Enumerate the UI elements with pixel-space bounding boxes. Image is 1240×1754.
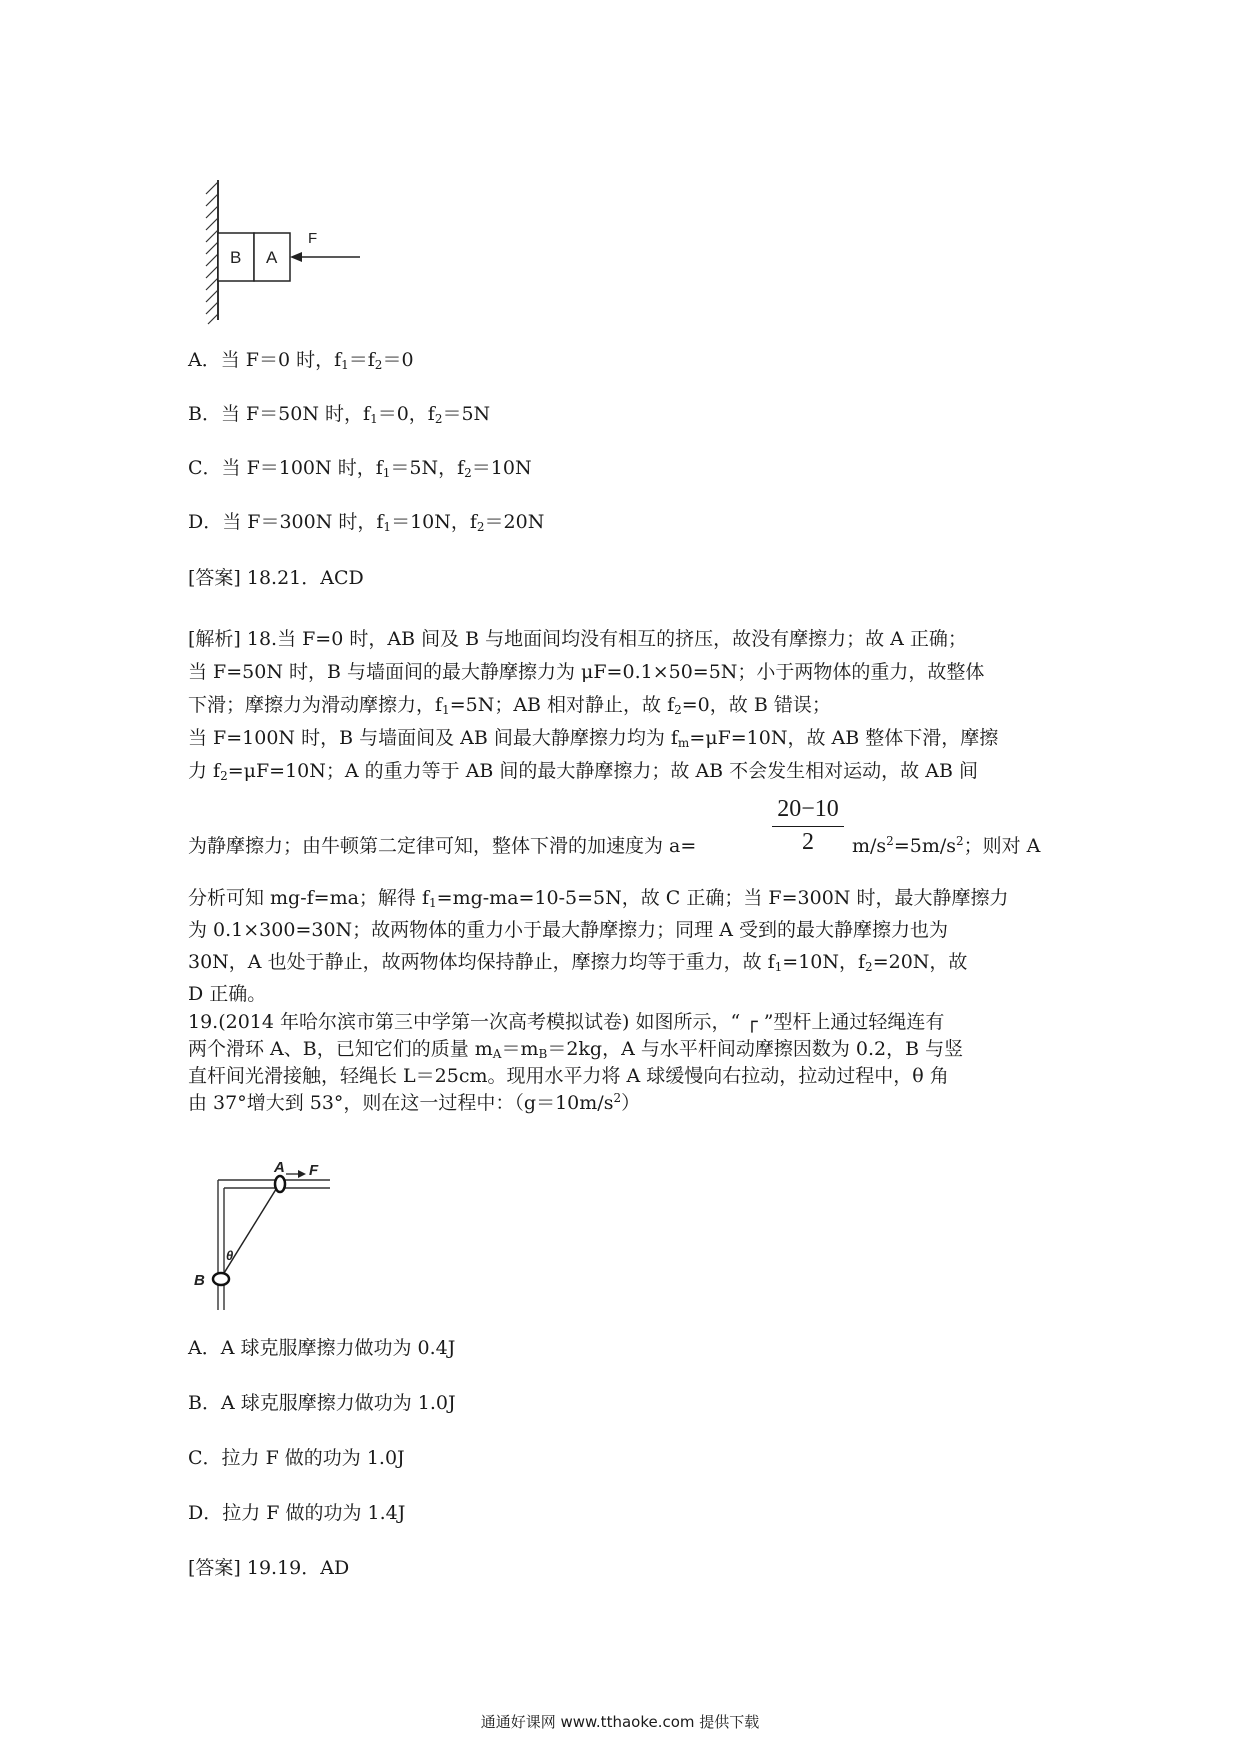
l-rod <box>218 1180 330 1310</box>
wall-hatching <box>206 180 218 324</box>
q19-stem-line-4: 由 37°增大到 53°，则在这一过程中：$(g=10m/s^2)$ <box>188 1091 641 1114</box>
ring-b <box>213 1273 229 1285</box>
fraction-numerator: 20−10 <box>777 796 839 822</box>
q19-option-c: C．拉力 F 做的功为 1.0J <box>188 1447 405 1469</box>
page-footer: 通通好课网 www.tthaoke.com 提供下载 <box>480 1713 760 1731</box>
block-a-label: A <box>266 248 278 267</box>
q18-analysis-line-9: 30N，A 也处于静止，故两物体均保持静止，摩擦力均等于重力，故 $f_1=10N$，$f_2=20N$，故 <box>188 951 968 974</box>
force-label: F <box>308 230 318 247</box>
q18-analysis-line-8: 为 0.1×300=30N；故两物体的重力小于最大静摩擦力；同理 A 受到的最大静摩擦力也为 <box>188 919 948 941</box>
figure-l-rod-rings <box>190 1158 340 1318</box>
q19-answer: [答案] 19.19．AD <box>188 1557 350 1579</box>
q18-option-b: B．当 F＝50N 时，$f_1=0$，$f_2=5N$ <box>188 403 491 426</box>
force-label: F <box>309 1162 319 1179</box>
figure-blocks-wall <box>190 178 370 328</box>
q19-stem-line-3: 直杆间光滑接触，轻绳长 L＝25cm。现用水平力将 A 球缓慢向右拉动，拉动过程中，θ 角 <box>188 1065 949 1087</box>
q18-analysis-line-2: 当 F=50N 时，B 与墙面间的最大静摩擦力为 μF=0.1×50=5N；小于两物体的重力，故整体 <box>188 661 985 683</box>
fraction-bar <box>772 826 844 827</box>
ring-a <box>275 1176 285 1192</box>
q18-analysis-line-10: D 正确。 <box>188 983 267 1005</box>
rope <box>221 1186 278 1278</box>
q18-analysis-line-3: 下滑；摩擦力为滑动摩擦力，$f_1=5N$；AB 相对静止，故 $f_2=0$，故 B 错误； <box>188 694 831 717</box>
q19-stem-line-2: 两个滑环 A、B，已知它们的质量 $m_A=m_B=2kg$，A 与水平杆间动摩擦因数为 0.2，B 与竖 <box>188 1038 964 1061</box>
fraction-denominator: 2 <box>802 829 814 855</box>
force-arrow <box>286 1170 306 1178</box>
q18-analysis-line-1: [解析] 18.当 F=0 时，AB 间及 B 与地面间均没有相互的挤压，故没有摩擦力；故 A 正确； <box>188 628 967 650</box>
q18-answer: [答案] 18.21．ACD <box>188 567 364 589</box>
q19-stem-line-1: 19.(2014 年哈尔滨市第三中学第一次高考模拟试卷) 如图所示，“ ┌ ”型杆上通过轻绳连有 <box>188 1011 945 1033</box>
q18-analysis-line-7: 分析可知 mg-f=ma；解得 $f_1=mg-ma=10-5=5N$，故 C 正确；当 F=300N 时，最大静摩擦力 <box>188 887 1009 910</box>
q18-option-a: A．当 F＝0 时，$f_1=f_2=0$ <box>188 349 414 372</box>
angle-theta-label: θ <box>226 1248 234 1263</box>
ring-b-label: B <box>194 1272 205 1289</box>
q18-option-c: C．当 F＝100N 时，$f_1=5N$，$f_2=10N$ <box>188 457 532 480</box>
q18-analysis-line-6-right: $m/s^2=5m/s^2$；则对 A <box>852 834 1041 857</box>
q18-analysis-line-5: 力 $f_2=\mu F=10N$；A 的重力等于 AB 间的最大静摩擦力；故 AB 不会发生相对运动，故 AB 间 <box>188 760 978 783</box>
q18-analysis-line-6-left: 为静摩擦力；由牛顿第二定律可知，整体下滑的加速度为 a= <box>188 835 697 857</box>
acceleration-fraction <box>768 796 848 859</box>
q19-option-d: D．拉力 F 做的功为 1.4J <box>188 1502 406 1524</box>
q19-option-b: B．A 球克服摩擦力做功为 1.0J <box>188 1392 456 1414</box>
force-arrow <box>290 252 360 262</box>
block-b-label: B <box>230 248 242 267</box>
q18-analysis-line-4: 当 F=100N 时，B 与墙面间及 AB 间最大静摩擦力均为 $f_m=\mu F=10N$，故 AB 整体下滑，摩擦 <box>188 727 999 750</box>
q18-option-d: D．当 F＝300N 时，$f_1=10N$，$f_2=20N$ <box>188 511 545 534</box>
ring-a-label: A <box>274 1159 285 1176</box>
q19-option-a: A．A 球克服摩擦力做功为 0.4J <box>188 1337 456 1359</box>
